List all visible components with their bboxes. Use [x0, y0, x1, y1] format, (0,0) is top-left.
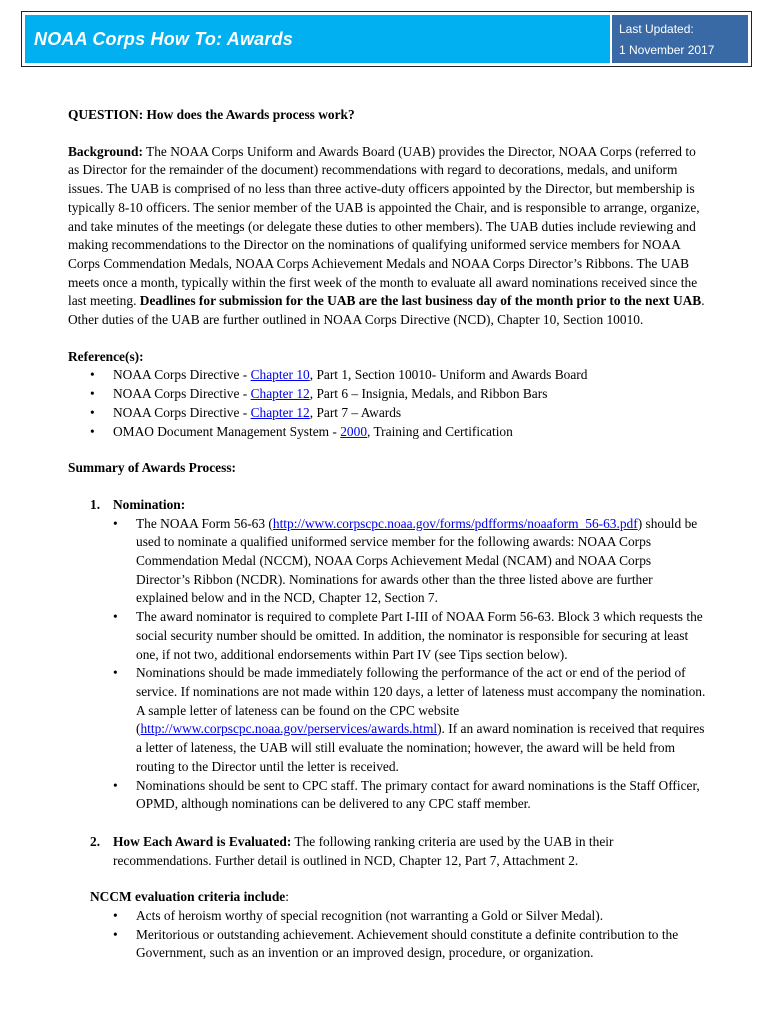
- nccm-criteria-list: [68, 907, 708, 963]
- background-deadline: Deadlines for submission for the UAB are the last business day of the month prior to the next UAB: [139, 293, 702, 309]
- question-paragraph: [68, 106, 708, 125]
- document-header: [21, 11, 752, 67]
- reference-item: • OMAO Document Management System - 2000, Training and Certification: [68, 423, 708, 442]
- summary-heading: Summary of Awards Process:: [68, 460, 236, 476]
- last-updated-box: [612, 15, 748, 63]
- background-tail: . Other duties of the UAB are further outlined in NOAA Corps Directive (NCD), Chapter 10, Section 10010.: [68, 293, 705, 328]
- nccm-criterion: • Acts of heroism worthy of special recognition (not warranting a Gold or Silver Medal).: [68, 907, 708, 926]
- evaluation-section: [68, 833, 708, 870]
- nomination-section: [68, 496, 708, 515]
- evaluation-heading: How Each Award is Evaluated:: [113, 833, 292, 849]
- title-banner: [25, 15, 610, 63]
- last-updated-date: 1 November 2017: [619, 43, 715, 57]
- reference-link-chapter-12-part-7[interactable]: Chapter 12: [250, 404, 310, 420]
- reference-item: • NOAA Corps Directive - Chapter 12, Part 7 – Awards: [68, 404, 708, 423]
- document-body: [68, 106, 708, 963]
- question-text: : How does the Awards process work?: [138, 107, 355, 122]
- nomination-bullet: • The NOAA Form 56-63 (http://www.corpscpc.noaa.gov/forms/pdfforms/noaaform_56-63.pdf) should be used to nominate a qualified uniformed service member for the following awards: NOAA Corps Commendation Medal (NCCM), NOAA Corps Achievement Medal (NCAM) and NOAA Corps Director’s Ribbon (NCDR). Nominations for awards other than the three listed above are further explained below and in the NCD, Chapter 12, Section 7.: [68, 515, 708, 609]
- references-list: [68, 366, 708, 441]
- nomination-number: 1.: [90, 496, 101, 512]
- reference-link-2000[interactable]: 2000: [340, 423, 368, 439]
- nomination-bullet: • The award nominator is required to complete Part I-III of NOAA Form 56-63. Block 3 which requests the social security number should be omitted. In addition, the nominator is responsible for securing at least one, if not two, additional endorsements within Part IV (see Tips section below).: [68, 608, 708, 664]
- nomination-bullet: • Nominations should be made immediately following the performance of the act or end of the period of service. If nominations are not made within 120 days, a letter of lateness must accompany the nomination. A sample letter of lateness can be found on the CPC website (http://www.corpscpc.noaa.gov/perservices/awards.html). If an award nomination is received that requires a letter of lateness, the UAB will still evaluate the nomination; however, the award will be held from routing to the Director until the letter is received.: [68, 664, 708, 776]
- evaluation-text: The following ranking criteria are used by the UAB in their recommendations. Further detail is outlined in NCD, Chapter 12, Part 7, Attachment 2.: [113, 833, 614, 868]
- reference-item: • NOAA Corps Directive - Chapter 12, Part 6 – Insignia, Medals, and Ribbon Bars: [68, 385, 708, 404]
- nccm-heading: NCCM evaluation criteria include:: [90, 889, 289, 905]
- nomination-heading: Nomination:: [113, 496, 186, 512]
- reference-item: • NOAA Corps Directive - Chapter 10, Part 1, Section 10010- Uniform and Awards Board: [68, 366, 708, 385]
- nomination-list: [68, 515, 708, 814]
- evaluation-number: 2.: [90, 833, 101, 849]
- question-label: QUESTION: [68, 107, 139, 122]
- background-text: The NOAA Corps Uniform and Awards Board (UAB) provides the Director, NOAA Corps (referred to as Director for the remainder of the document) recommendations with regard to decorations, medals, and uniform issues. The UAB is comprised of no less than three active-duty officers appointed by the Director, but membership is typically 8-10 officers. The senior member of the UAB is appointed the Chair, and is responsible to arrange, organize, and take minutes of the meetings (or delegate these duties to other members). The UAB duties include reviewing and making recommendations to the Director on the nominations of qualifying uniformed service members for NOAA Corps Commendation Medals, NOAA Corps Achievement Medals and NOAA Corps Director’s Ribbons. The UAB meets once a month, typically within the first week of the month to evaluate all award nominations received since the last meeting.: [68, 143, 700, 309]
- last-updated-label: Last Updated:: [619, 22, 694, 36]
- nccm-criterion: • Meritorious or outstanding achievement. Achievement should constitute a definite contribution to the Government, such as an invention or an improved design, procedure, or organization.: [68, 926, 708, 963]
- cpc-awards-page-link[interactable]: http://www.corpscpc.noaa.gov/perservices/awards.html: [140, 721, 438, 737]
- document-title: NOAA Corps How To: Awards: [34, 29, 294, 49]
- reference-link-chapter-10[interactable]: Chapter 10: [250, 367, 310, 383]
- noaa-form-56-63-link[interactable]: http://www.corpscpc.noaa.gov/forms/pdfforms/noaaform_56-63.pdf: [272, 515, 638, 531]
- background-paragraph: [68, 143, 708, 330]
- background-label: Background:: [68, 143, 143, 159]
- nomination-bullet: • Nominations should be sent to CPC staff. The primary contact for award nominations is the Staff Officer, OPMD, although nominations can be delivered to any CPC staff member.: [68, 777, 708, 814]
- reference-link-chapter-12-part-6[interactable]: Chapter 12: [250, 386, 310, 402]
- references-heading: Reference(s):: [68, 348, 144, 364]
